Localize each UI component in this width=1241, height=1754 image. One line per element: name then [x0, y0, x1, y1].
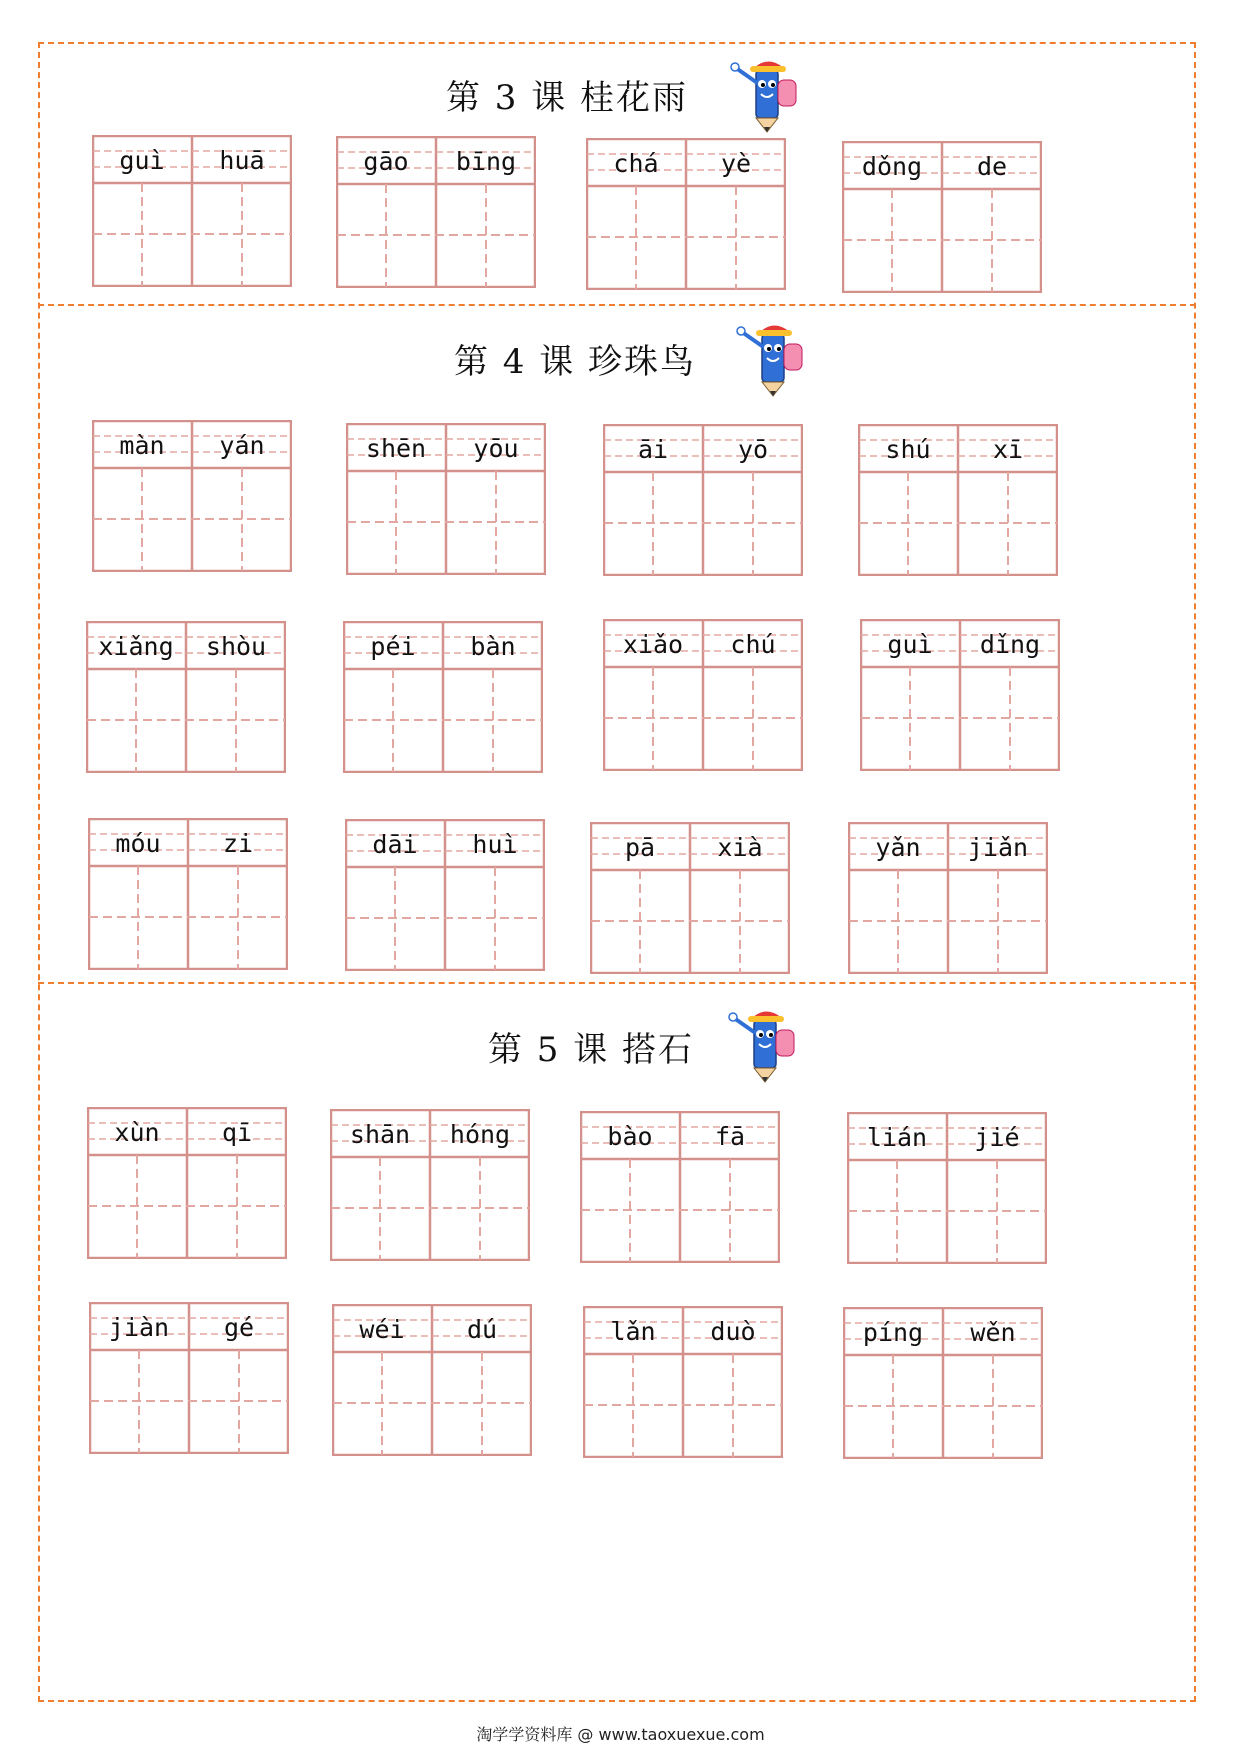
pinyin-syllable: guì	[887, 630, 933, 659]
pinyin-syllable: yō	[737, 435, 769, 464]
pinyin-syllable: gé	[223, 1313, 255, 1342]
pinyin-syllable: xī	[992, 435, 1024, 464]
pinyin-writing-grid	[847, 1112, 1047, 1264]
pinyin-writing-grid	[848, 822, 1048, 974]
pinyin-syllable: chá	[613, 149, 659, 178]
pinyin-syllable: yè	[720, 149, 752, 178]
pinyin-syllable: zi	[222, 829, 254, 858]
section-divider	[38, 304, 1196, 306]
pencil-mascot-icon	[726, 1002, 806, 1086]
pinyin-syllable: dǒng	[861, 152, 923, 181]
pinyin-writing-grid	[843, 1307, 1043, 1459]
pinyin-syllable: chú	[730, 630, 776, 659]
pinyin-syllable: gāo	[363, 147, 409, 176]
pinyin-writing-grid	[336, 136, 536, 288]
pinyin-syllable: xùn	[114, 1118, 160, 1147]
pinyin-writing-grid	[586, 138, 786, 290]
pencil-mascot-icon	[728, 52, 808, 136]
pinyin-syllable: qī	[221, 1118, 253, 1147]
pinyin-syllable: shòu	[205, 632, 267, 661]
pinyin-syllable: xiǎng	[98, 632, 174, 661]
pinyin-writing-grid	[87, 1107, 287, 1259]
pinyin-syllable: hóng	[449, 1120, 511, 1149]
pinyin-syllable: bào	[607, 1122, 653, 1151]
pinyin-syllable: jié	[974, 1123, 1020, 1152]
pinyin-syllable: lǎn	[610, 1317, 656, 1346]
pinyin-writing-grid	[858, 424, 1058, 576]
lesson-5-title: 第 5 课 搭石	[488, 1030, 695, 1070]
pinyin-syllable: shēn	[365, 434, 427, 463]
pinyin-syllable: huì	[472, 830, 518, 859]
pinyin-syllable: wěn	[970, 1318, 1016, 1347]
pinyin-syllable: dú	[466, 1315, 498, 1344]
pinyin-writing-grid	[842, 141, 1042, 293]
pinyin-syllable: dāi	[372, 830, 418, 859]
pinyin-syllable: yǎn	[875, 833, 921, 862]
pinyin-writing-grid	[92, 420, 292, 572]
pinyin-writing-grid	[860, 619, 1060, 771]
pinyin-syllable: wéi	[359, 1315, 405, 1344]
pinyin-syllable: pā	[624, 833, 656, 862]
pinyin-syllable: de	[976, 152, 1008, 181]
pinyin-syllable: bīng	[455, 147, 517, 176]
pinyin-syllable: dǐng	[979, 630, 1041, 659]
pencil-mascot-icon	[734, 316, 814, 400]
pinyin-syllable: shān	[349, 1120, 411, 1149]
pinyin-writing-grid	[583, 1306, 783, 1458]
pinyin-syllable: píng	[862, 1318, 924, 1347]
pinyin-syllable: péi	[370, 632, 416, 661]
lesson-4-title: 第 4 课 珍珠鸟	[454, 342, 697, 382]
pinyin-writing-grid	[590, 822, 790, 974]
pinyin-writing-grid	[92, 135, 292, 287]
pinyin-syllable: huā	[219, 146, 265, 175]
pinyin-writing-grid	[603, 619, 803, 771]
pinyin-syllable: xià	[717, 833, 763, 862]
pinyin-syllable: yōu	[473, 434, 519, 463]
section-divider	[38, 982, 1196, 984]
pinyin-writing-grid	[89, 1302, 289, 1454]
pinyin-syllable: fā	[714, 1122, 746, 1151]
pinyin-syllable: jiàn	[108, 1313, 170, 1342]
pinyin-writing-grid	[346, 423, 546, 575]
pinyin-syllable: màn	[119, 431, 165, 460]
pinyin-syllable: duò	[710, 1317, 756, 1346]
pinyin-writing-grid	[580, 1111, 780, 1263]
pinyin-writing-grid	[330, 1109, 530, 1261]
pinyin-syllable: guì	[119, 146, 165, 175]
pinyin-syllable: bàn	[470, 632, 516, 661]
lesson-3-title: 第 3 课 桂花雨	[446, 78, 689, 118]
footer-source: 淘学学资料库 @ www.taoxuexue.com	[476, 1725, 765, 1744]
pinyin-writing-grid	[332, 1304, 532, 1456]
pinyin-syllable: āi	[637, 435, 669, 464]
pinyin-syllable: xiǎo	[622, 630, 684, 659]
pinyin-writing-grid	[345, 819, 545, 971]
pinyin-writing-grid	[603, 424, 803, 576]
pinyin-syllable: jiǎn	[967, 833, 1029, 862]
pinyin-syllable: móu	[115, 829, 161, 858]
pinyin-syllable: yán	[219, 431, 265, 460]
pinyin-writing-grid	[86, 621, 286, 773]
pinyin-syllable: shú	[885, 435, 931, 464]
pinyin-writing-grid	[343, 621, 543, 773]
pinyin-syllable: lián	[866, 1123, 928, 1152]
pinyin-writing-grid	[88, 818, 288, 970]
